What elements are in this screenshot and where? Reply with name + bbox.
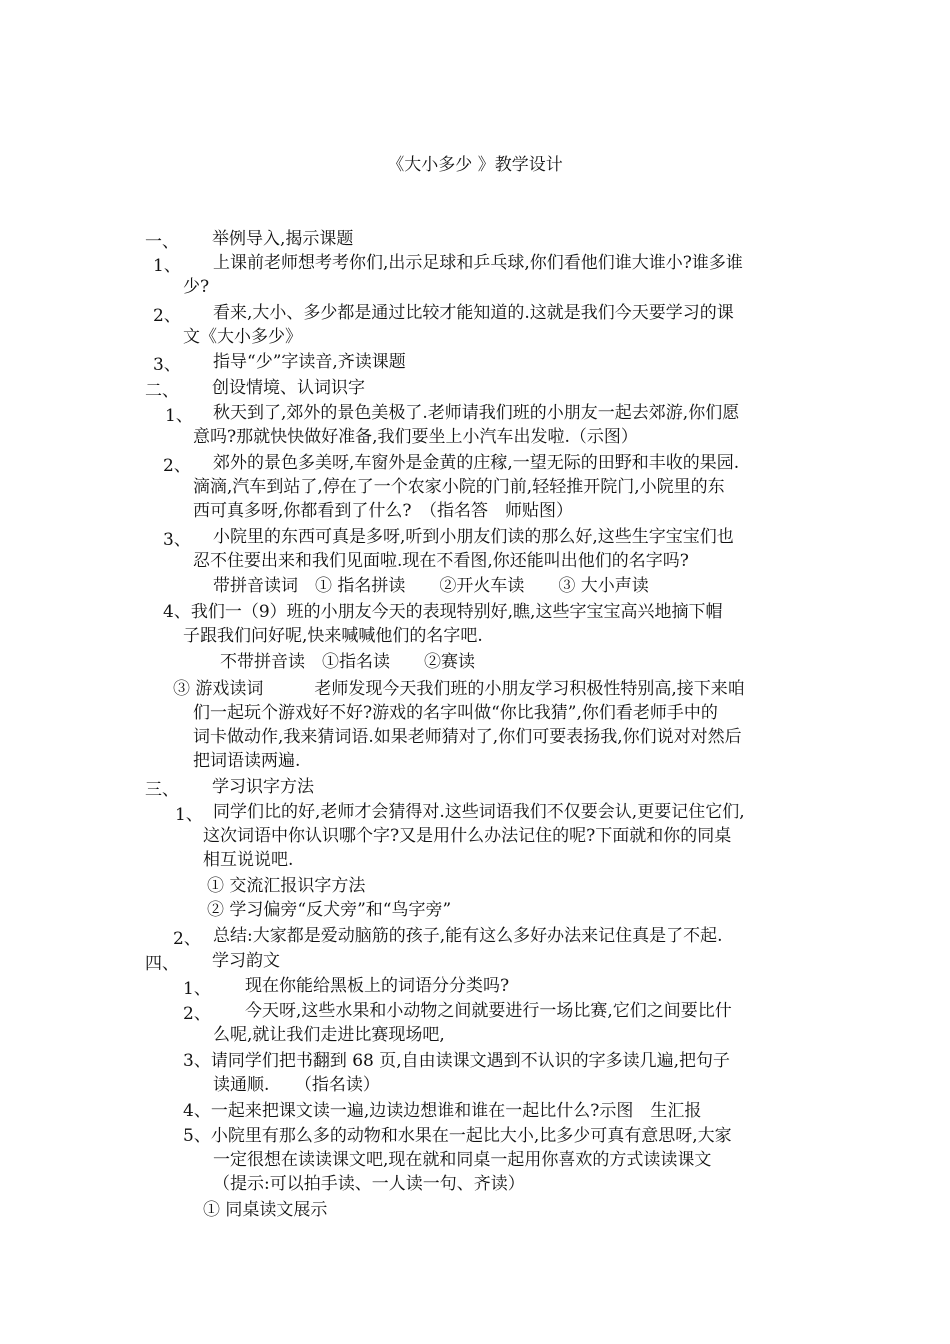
paragraph-line: ① 交流汇报识字方法 (207, 876, 366, 896)
paragraph-line: 上课前老师想考考你们,出示足球和乒乓球,你们看他们谁大谁小?谁多谁 (213, 253, 743, 273)
item-number: 2、 (163, 456, 191, 476)
section-heading-3: 学习识字方法 (212, 777, 314, 797)
paragraph-line: 小院里的东西可真是多呀,听到小朋友们读的那么好,这些生字宝宝们也 (213, 527, 734, 547)
item-number: 3、 (153, 355, 181, 375)
paragraph-line: 5、小院里有那么多的动物和水果在一起比大小,比多少可真有意思呀,大家 (183, 1126, 732, 1146)
paragraph-line: ③ 游戏读词 老师发现今天我们班的小朋友学习积极性特别高,接下来咱 (173, 679, 745, 699)
paragraph-line: 4、我们一（9）班的小朋友今天的表现特别好,瞧,这些字宝宝高兴地摘下帽 (163, 602, 723, 622)
paragraph-line: 相互说说吧. (203, 850, 294, 870)
section-heading-1: 举例导入,揭示课题 (212, 229, 354, 249)
item-number: 3、 (163, 530, 191, 550)
item-number: 2、 (153, 306, 181, 326)
paragraph-line: 文《大小多少》 (183, 327, 302, 347)
paragraph-line: 么呢,就让我们走进比赛现场吧, (213, 1025, 445, 1045)
paragraph-line: 4、一起来把课文读一遍,边读边想谁和谁在一起比什么?示图 生汇报 (183, 1101, 702, 1121)
paragraph-line: 子跟我们问好呢,快来喊喊他们的名字吧. (183, 626, 483, 646)
paragraph-line: 忍不住要出来和我们见面啦.现在不看图,你还能叫出他们的名字吗? (193, 551, 689, 571)
paragraph-line: 指导“少”字读音,齐读课题 (213, 352, 406, 372)
item-number: 2、 (183, 1004, 211, 1024)
paragraph-line: 一定很想在读读课文吧,现在就和同桌一起用你喜欢的方式读读课文 (213, 1150, 712, 1170)
section-number-1: 一、 (145, 232, 179, 252)
paragraph-line: 把词语读两遍. (193, 751, 301, 771)
item-number: 1、 (183, 979, 211, 999)
paragraph-line: 西可真多呀,你都看到了什么? （指名答 师贴图） (193, 501, 574, 521)
paragraph-line: （提示:可以拍手读、一人读一句、齐读） (213, 1174, 525, 1194)
paragraph-line: 读通顺. （指名读） (213, 1075, 380, 1095)
paragraph-line: 不带拼音读 ①指名读 ②赛读 (220, 652, 475, 672)
section-number-3: 三、 (145, 780, 179, 800)
paragraph-line: 意吗?那就快快做好准备,我们要坐上小汽车出发啦.（示图） (193, 427, 638, 447)
section-heading-4: 学习韵文 (212, 951, 280, 971)
paragraph-line: ② 学习偏旁“反犬旁”和“鸟字旁” (207, 900, 452, 920)
paragraph-line: 们一起玩个游戏好不好?游戏的名字叫做“你比我猜”,你们看老师手中的 (193, 703, 718, 723)
paragraph-line: 秋天到了,郊外的景色美极了.老师请我们班的小朋友一起去郊游,你们愿 (213, 403, 740, 423)
paragraph-line: 郊外的景色多美呀,车窗外是金黄的庄稼,一望无际的田野和丰收的果园. (213, 453, 740, 473)
section-heading-2: 创设情境、认词识字 (212, 378, 365, 398)
section-number-4: 四、 (145, 954, 179, 974)
paragraph-line: 带拼音读词 ① 指名拼读 ②开火车读 ③ 大小声读 (213, 576, 649, 596)
paragraph-line: ① 同桌读文展示 (203, 1200, 328, 1220)
item-number: 2、 (173, 929, 201, 949)
paragraph-line: 这次词语中你认识哪个字?又是用什么办法记住的呢?下面就和你的同桌 (203, 826, 732, 846)
paragraph-line: 3、请同学们把书翻到 68 页,自由读课文遇到不认识的字多读几遍,把句子 (183, 1051, 731, 1071)
paragraph-line: 看来,大小、多少都是通过比较才能知道的.这就是我们今天要学习的课 (213, 303, 734, 323)
paragraph-line: 今天呀,这些水果和小动物之间就要进行一场比赛,它们之间要比什 (245, 1001, 732, 1021)
paragraph-line: 总结:大家都是爱动脑筋的孩子,能有这么多好办法来记住真是了不起. (213, 926, 723, 946)
item-number: 1、 (165, 406, 193, 426)
paragraph-line: 同学们比的好,老师才会猜得对.这些词语我们不仅要会认,更要记住它们, (213, 802, 745, 822)
paragraph-line: 词卡做动作,我来猜词语.如果老师猜对了,你们可要表扬我,你们说对对然后 (193, 727, 742, 747)
item-number: 1、 (153, 256, 181, 276)
paragraph-line: 少? (183, 277, 210, 297)
document-title: 《大小多少 》教学设计 (387, 155, 563, 175)
section-number-2: 二、 (145, 381, 179, 401)
paragraph-line: 滴滴,汽车到站了,停在了一个农家小院的门前,轻轻推开院门,小院里的东 (193, 477, 725, 497)
paragraph-line: 现在你能给黑板上的词语分分类吗? (245, 976, 510, 996)
item-number: 1、 (175, 805, 203, 825)
